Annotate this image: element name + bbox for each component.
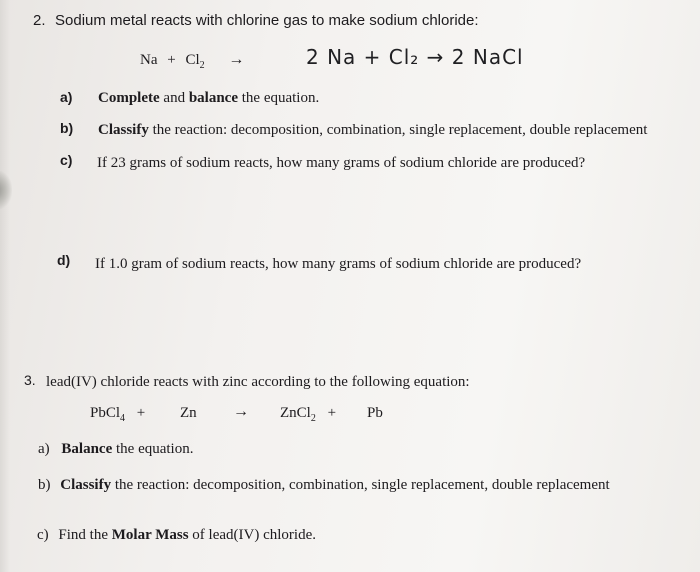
q3-part-a-bold: Balance (61, 441, 113, 457)
eq-plus: + (167, 52, 176, 68)
eq-lead: Pb (367, 405, 383, 421)
q3-number: 3. (24, 372, 36, 388)
q3-part-c-pre: Find the (58, 527, 112, 543)
q2-part-b-rest: the reaction: decomposition, combination, single replacement, double replacement (148, 122, 648, 138)
q3-part-b-rest: the reaction: decomposition, combination, single replacement, double replacement (111, 477, 610, 493)
q2-part-a-text (98, 90, 319, 107)
q2-part-a-label: a) (60, 89, 73, 105)
eq-zinc-chloride-group (280, 405, 336, 424)
q2-part-a-bold2: balance (188, 90, 238, 106)
eq-lead-chloride-subscript: 4 (120, 413, 126, 424)
eq-zinc-chloride-subscript: 2 (310, 413, 316, 424)
page-edge-mark (0, 170, 12, 210)
page-shadow (0, 0, 10, 572)
eq-sodium: Na (140, 52, 158, 68)
q3-part-c-rest: of lead(IV) chloride. (188, 527, 316, 543)
q3-eq-arrow: → (233, 403, 249, 420)
q2-part-b-label: b) (60, 120, 74, 136)
q3-part-a-rest: the equation. (112, 441, 194, 457)
eq-zinc-chloride: ZnCl (280, 405, 311, 421)
q3-part-c (37, 527, 316, 544)
q2-part-d-text: If 1.0 gram of sodium reacts, how many grams of sodium chloride are produced? (95, 256, 582, 272)
q2-part-c-text: If 23 grams of sodium reacts, how many grams of sodium chloride are produced? (97, 155, 586, 171)
q3-part-b-label: b) (38, 477, 51, 493)
eq-plus-1: + (136, 405, 146, 421)
q3-part-b (38, 477, 610, 494)
q2-part-b-text (98, 122, 647, 139)
q3-part-b-bold: Classify (60, 477, 112, 493)
handwritten-answer: 2 Na + Cl₂ → 2 NaCl (306, 45, 524, 69)
eq-arrow: → (228, 51, 245, 68)
q2-part-b-bold: Classify (98, 122, 149, 138)
q2-part-a-bold: Complete (98, 90, 160, 106)
q2-part-a-rest: the equation. (238, 90, 320, 106)
q2-number: 2. (33, 12, 46, 29)
q2-part-a-mid: and (159, 90, 189, 106)
q2-part-c-label: c) (60, 152, 73, 168)
q2-prompt: Sodium metal reacts with chlorine gas to make sodium chloride: (55, 12, 479, 29)
q2-equation (140, 51, 244, 71)
q2-part-d-label: d) (57, 252, 71, 268)
eq-plus-2: + (327, 405, 337, 421)
eq-chlorine: Cl (185, 52, 200, 68)
eq-zinc: Zn (180, 405, 197, 421)
eq-chlorine-subscript: 2 (199, 60, 205, 71)
q3-part-a (38, 441, 193, 458)
eq-lead-chloride: PbCl (90, 405, 121, 421)
q3-part-c-label: c) (37, 527, 49, 543)
q3-part-a-label: a) (38, 441, 50, 457)
q3-part-c-bold: Molar Mass (111, 527, 189, 543)
q3-prompt: lead(IV) chloride reacts with zinc according to the following equation: (46, 374, 470, 390)
q3-equation (90, 405, 145, 424)
